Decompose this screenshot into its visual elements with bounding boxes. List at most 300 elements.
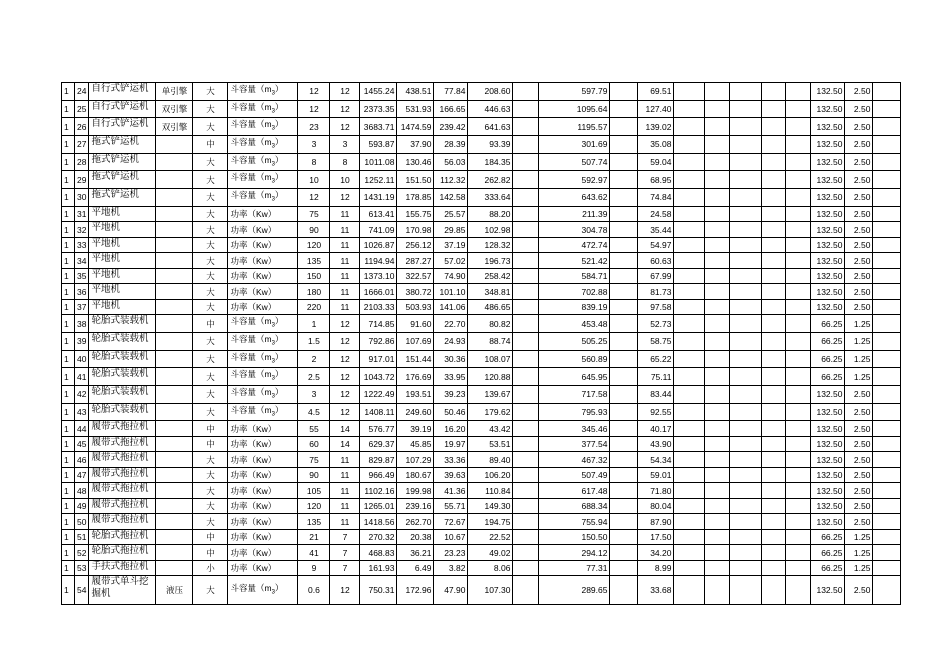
cell-c3: 208.60 <box>468 83 513 101</box>
cell-c12 <box>786 545 811 561</box>
cell-c13: 132.50 <box>811 436 845 452</box>
cell-c8 <box>674 368 705 386</box>
cell-c2: 10.67 <box>434 529 468 545</box>
cell-c14: 2.50 <box>845 514 873 530</box>
cell-c4 <box>513 315 539 333</box>
cell-c12 <box>786 237 811 253</box>
unit-label: 功率（Kw） <box>230 516 277 527</box>
cell-c13: 132.50 <box>811 483 845 499</box>
cell-idx: 44 <box>75 421 89 437</box>
cell-c5: 584.71 <box>539 268 610 284</box>
cell-unit <box>228 483 298 499</box>
cell-c8 <box>674 498 705 514</box>
cell-c1: 193.51 <box>397 386 434 404</box>
cell-c15 <box>873 350 901 368</box>
cell-c4 <box>513 268 539 284</box>
cell-c1: 20.38 <box>397 529 434 545</box>
cell-c2: 77.84 <box>434 83 468 101</box>
cell-unit <box>228 284 298 300</box>
cell-total: 1043.72 <box>360 368 397 386</box>
cell-idx: 24 <box>75 83 89 101</box>
cell-c8 <box>674 171 705 189</box>
cell-c5: 453.48 <box>539 315 610 333</box>
cell-c4 <box>513 206 539 222</box>
unit-label: 功率（Kw） <box>230 501 277 512</box>
cell-type <box>156 529 193 545</box>
cell-size: 中 <box>193 436 228 452</box>
cell-c5: 507.49 <box>539 467 610 483</box>
cell-no: 1 <box>62 237 75 253</box>
cell-idx: 25 <box>75 100 89 118</box>
cell-unit <box>228 222 298 238</box>
cell-c2: 30.36 <box>434 350 468 368</box>
cell-c8 <box>674 333 705 351</box>
cell-total: 1418.56 <box>360 514 397 530</box>
cell-c5: 795.93 <box>539 403 610 421</box>
cell-c4 <box>513 386 539 404</box>
cell-c3: 196.73 <box>468 253 513 269</box>
unit-close: ） <box>274 583 284 594</box>
cell-c14: 1.25 <box>845 315 873 333</box>
cell-c3: 348.81 <box>468 284 513 300</box>
cell-c2: 112.32 <box>434 171 468 189</box>
cell-total: 1102.16 <box>360 483 397 499</box>
table-row <box>62 403 901 421</box>
cell-type <box>156 560 193 576</box>
unit-label: 斗容量（m <box>230 154 272 165</box>
cell-type <box>156 498 193 514</box>
unit-superscript: 3 <box>271 196 275 203</box>
cell-c8 <box>674 284 705 300</box>
cell-life: 11 <box>330 206 360 222</box>
cell-total: 1455.24 <box>360 83 397 101</box>
cell-c15 <box>873 452 901 468</box>
cell-c13: 132.50 <box>811 136 845 154</box>
cell-c12 <box>786 560 811 576</box>
cell-c11 <box>762 560 786 576</box>
cell-c14: 2.50 <box>845 136 873 154</box>
cell-c4 <box>513 299 539 315</box>
cell-c3: 194.75 <box>468 514 513 530</box>
cell-cap: 0.6 <box>298 576 330 605</box>
cell-c9 <box>705 333 730 351</box>
cell-c8 <box>674 153 705 171</box>
cell-c14: 2.50 <box>845 483 873 499</box>
cell-c13: 132.50 <box>811 421 845 437</box>
cell-unit <box>228 253 298 269</box>
cell-total: 1408.11 <box>360 403 397 421</box>
cell-name: 自行式铲运机 <box>89 83 156 101</box>
cell-c8 <box>674 514 705 530</box>
cell-c1: 37.90 <box>397 136 434 154</box>
cell-c3: 262.82 <box>468 171 513 189</box>
cell-c1: 249.60 <box>397 403 434 421</box>
cell-cap: 10 <box>298 171 330 189</box>
cell-idx: 33 <box>75 237 89 253</box>
cell-name: 平地机 <box>89 222 156 238</box>
cell-cap: 3 <box>298 136 330 154</box>
unit-label: 功率（Kw） <box>230 240 277 251</box>
cell-type <box>156 222 193 238</box>
cell-size: 大 <box>193 333 228 351</box>
cell-c6 <box>610 452 638 468</box>
cell-c5: 1195.57 <box>539 118 610 136</box>
cell-type <box>156 403 193 421</box>
cell-cap: 55 <box>298 421 330 437</box>
cell-c8 <box>674 403 705 421</box>
cell-total: 468.83 <box>360 545 397 561</box>
unit-label: 斗容量（m <box>230 404 272 415</box>
cell-type <box>156 514 193 530</box>
cell-c12 <box>786 452 811 468</box>
cell-no: 1 <box>62 153 75 171</box>
table-row <box>62 545 901 561</box>
unit-label: 功率（Kw） <box>230 547 277 558</box>
cell-c13: 132.50 <box>811 83 845 101</box>
cell-c3: 333.64 <box>468 189 513 207</box>
cell-c9 <box>705 100 730 118</box>
cell-c15 <box>873 368 901 386</box>
cell-name: 自行式铲运机 <box>89 100 156 118</box>
table-row <box>62 299 901 315</box>
cell-size: 大 <box>193 483 228 499</box>
cell-c12 <box>786 498 811 514</box>
cell-c4 <box>513 189 539 207</box>
cell-unit <box>228 576 298 605</box>
cell-no: 1 <box>62 483 75 499</box>
cell-size: 大 <box>193 253 228 269</box>
cell-no: 1 <box>62 171 75 189</box>
cell-c10 <box>730 576 762 605</box>
cell-name: 轮胎式装载机 <box>89 333 156 351</box>
cell-c12 <box>786 171 811 189</box>
cell-idx: 39 <box>75 333 89 351</box>
cell-name: 轮胎式装载机 <box>89 315 156 333</box>
cell-c10 <box>730 171 762 189</box>
cell-c2: 142.58 <box>434 189 468 207</box>
cell-c6 <box>610 576 638 605</box>
cell-c13: 132.50 <box>811 253 845 269</box>
unit-superscript: 3 <box>271 340 275 347</box>
cell-type <box>156 333 193 351</box>
cell-c15 <box>873 299 901 315</box>
cell-c1: 151.44 <box>397 350 434 368</box>
cell-c11 <box>762 421 786 437</box>
cell-c10 <box>730 452 762 468</box>
cell-c14: 2.50 <box>845 421 873 437</box>
cell-c6 <box>610 560 638 576</box>
cell-no: 1 <box>62 333 75 351</box>
cell-idx: 53 <box>75 560 89 576</box>
cell-c5: 839.19 <box>539 299 610 315</box>
unit-label: 斗容量（m <box>230 119 272 130</box>
cell-idx: 28 <box>75 153 89 171</box>
cell-total: 576.77 <box>360 421 397 437</box>
cell-c4 <box>513 452 539 468</box>
cell-c12 <box>786 284 811 300</box>
cell-c5: 643.62 <box>539 189 610 207</box>
cell-c2: 22.70 <box>434 315 468 333</box>
cell-cap: 135 <box>298 514 330 530</box>
unit-label: 斗容量（m <box>230 316 272 327</box>
cell-c4 <box>513 368 539 386</box>
cell-c3: 88.20 <box>468 206 513 222</box>
cell-total: 792.86 <box>360 333 397 351</box>
cell-no: 1 <box>62 560 75 576</box>
cell-type <box>156 136 193 154</box>
cell-c13: 132.50 <box>811 189 845 207</box>
cell-name: 平地机 <box>89 284 156 300</box>
cell-c11 <box>762 206 786 222</box>
cell-c15 <box>873 529 901 545</box>
cell-c4 <box>513 421 539 437</box>
cell-c7: 139.02 <box>638 118 674 136</box>
cell-c14: 2.50 <box>845 189 873 207</box>
cell-c8 <box>674 100 705 118</box>
cell-c14: 2.50 <box>845 576 873 605</box>
unit-superscript: 3 <box>271 393 275 400</box>
cell-life: 8 <box>330 153 360 171</box>
unit-close: ） <box>274 154 284 165</box>
table-row <box>62 83 901 101</box>
cell-c3: 88.74 <box>468 333 513 351</box>
unit-superscript: 3 <box>271 90 275 97</box>
cell-c11 <box>762 436 786 452</box>
cell-c12 <box>786 153 811 171</box>
cell-c10 <box>730 253 762 269</box>
cell-c11 <box>762 514 786 530</box>
cell-c11 <box>762 253 786 269</box>
cell-total: 629.37 <box>360 436 397 452</box>
cell-unit <box>228 83 298 101</box>
cell-c15 <box>873 189 901 207</box>
cell-name: 轮胎式装载机 <box>89 403 156 421</box>
cell-c9 <box>705 253 730 269</box>
cell-c13: 66.25 <box>811 545 845 561</box>
cell-c5: 304.78 <box>539 222 610 238</box>
cell-c9 <box>705 421 730 437</box>
cell-total: 917.01 <box>360 350 397 368</box>
cell-c9 <box>705 560 730 576</box>
cell-c15 <box>873 136 901 154</box>
cell-total: 2103.33 <box>360 299 397 315</box>
cell-c12 <box>786 206 811 222</box>
cell-c15 <box>873 171 901 189</box>
unit-label: 斗容量（m <box>230 84 272 94</box>
table-row <box>62 529 901 545</box>
cell-c11 <box>762 576 786 605</box>
cell-cap: 8 <box>298 153 330 171</box>
cell-unit <box>228 299 298 315</box>
cell-c11 <box>762 136 786 154</box>
cell-c5: 467.32 <box>539 452 610 468</box>
cell-total: 741.09 <box>360 222 397 238</box>
cell-c15 <box>873 576 901 605</box>
cell-size: 大 <box>193 350 228 368</box>
cell-c4 <box>513 253 539 269</box>
cell-c15 <box>873 386 901 404</box>
unit-label: 功率（Kw） <box>230 563 277 574</box>
cell-c1: 172.96 <box>397 576 434 605</box>
cell-c14: 1.25 <box>845 529 873 545</box>
cell-name: 轮胎式装载机 <box>89 350 156 368</box>
cell-c5: 505.25 <box>539 333 610 351</box>
cell-c9 <box>705 299 730 315</box>
unit-label: 功率（Kw） <box>230 209 277 220</box>
unit-label: 斗容量（m <box>230 334 272 344</box>
cell-c1: 531.93 <box>397 100 434 118</box>
cell-c7: 83.44 <box>638 386 674 404</box>
cell-unit <box>228 545 298 561</box>
cell-cap: 60 <box>298 436 330 452</box>
cell-cap: 90 <box>298 222 330 238</box>
cell-cap: 23 <box>298 118 330 136</box>
cell-unit <box>228 206 298 222</box>
cell-c9 <box>705 436 730 452</box>
cell-c15 <box>873 421 901 437</box>
cell-idx: 49 <box>75 498 89 514</box>
cell-c14: 2.50 <box>845 436 873 452</box>
cell-size: 中 <box>193 136 228 154</box>
cell-life: 11 <box>330 514 360 530</box>
cell-c14: 2.50 <box>845 253 873 269</box>
cell-c9 <box>705 315 730 333</box>
cell-c2: 19.97 <box>434 436 468 452</box>
table-row <box>62 100 901 118</box>
cell-no: 1 <box>62 136 75 154</box>
cell-c11 <box>762 100 786 118</box>
cell-c9 <box>705 284 730 300</box>
cell-c6 <box>610 350 638 368</box>
cell-life: 12 <box>330 368 360 386</box>
unit-close: ） <box>274 190 284 201</box>
cell-c10 <box>730 545 762 561</box>
cell-c7: 54.97 <box>638 237 674 253</box>
cell-unit <box>228 452 298 468</box>
cell-c7: 60.63 <box>638 253 674 269</box>
unit-superscript: 3 <box>271 126 275 133</box>
cell-c1: 503.93 <box>397 299 434 315</box>
cell-c6 <box>610 153 638 171</box>
cell-no: 1 <box>62 368 75 386</box>
cell-c6 <box>610 386 638 404</box>
cell-c3: 128.32 <box>468 237 513 253</box>
cell-c1: 438.51 <box>397 83 434 101</box>
cell-type <box>156 299 193 315</box>
cell-no: 1 <box>62 222 75 238</box>
cell-life: 12 <box>330 576 360 605</box>
cell-cap: 120 <box>298 498 330 514</box>
cell-c12 <box>786 350 811 368</box>
cell-c1: 176.69 <box>397 368 434 386</box>
cell-c7: 34.20 <box>638 545 674 561</box>
cell-c6 <box>610 83 638 101</box>
table-row <box>62 560 901 576</box>
cell-no: 1 <box>62 576 75 605</box>
cell-c4 <box>513 514 539 530</box>
cell-c8 <box>674 136 705 154</box>
cell-c6 <box>610 118 638 136</box>
cell-c5: 717.58 <box>539 386 610 404</box>
cell-c4 <box>513 560 539 576</box>
cell-c15 <box>873 253 901 269</box>
cell-c4 <box>513 350 539 368</box>
cell-c10 <box>730 421 762 437</box>
cell-c10 <box>730 467 762 483</box>
cell-type <box>156 386 193 404</box>
cell-unit <box>228 153 298 171</box>
cell-c12 <box>786 368 811 386</box>
cell-c1: 155.75 <box>397 206 434 222</box>
cell-c8 <box>674 545 705 561</box>
cell-c1: 151.50 <box>397 171 434 189</box>
cell-c7: 75.11 <box>638 368 674 386</box>
cell-c10 <box>730 206 762 222</box>
cell-c6 <box>610 514 638 530</box>
cell-c4 <box>513 576 539 605</box>
cell-size: 中 <box>193 315 228 333</box>
cell-c5: 755.94 <box>539 514 610 530</box>
cell-c14: 1.25 <box>845 350 873 368</box>
cell-c12 <box>786 576 811 605</box>
cell-idx: 32 <box>75 222 89 238</box>
cell-c9 <box>705 350 730 368</box>
cell-size: 小 <box>193 560 228 576</box>
table-row <box>62 368 901 386</box>
cell-c7: 127.40 <box>638 100 674 118</box>
unit-superscript: 3 <box>271 323 275 329</box>
cell-c7: 43.90 <box>638 436 674 452</box>
cell-unit <box>228 560 298 576</box>
cell-c2: 55.71 <box>434 498 468 514</box>
cell-unit <box>228 100 298 118</box>
cell-cap: 150 <box>298 268 330 284</box>
cell-c10 <box>730 386 762 404</box>
cell-c10 <box>730 350 762 368</box>
cell-no: 1 <box>62 206 75 222</box>
cell-type <box>156 284 193 300</box>
cell-c10 <box>730 436 762 452</box>
cell-c7: 97.58 <box>638 299 674 315</box>
cell-total: 714.85 <box>360 315 397 333</box>
cell-c7: 33.68 <box>638 576 674 605</box>
cell-c14: 2.50 <box>845 452 873 468</box>
table-row <box>62 118 901 136</box>
cell-no: 1 <box>62 386 75 404</box>
cell-type: 双引擎 <box>156 100 193 118</box>
cell-c4 <box>513 222 539 238</box>
cell-unit <box>228 467 298 483</box>
cell-no: 1 <box>62 545 75 561</box>
cell-idx: 31 <box>75 206 89 222</box>
cell-no: 1 <box>62 529 75 545</box>
cell-c15 <box>873 483 901 499</box>
unit-label: 功率（Kw） <box>230 439 277 450</box>
cell-c10 <box>730 83 762 101</box>
cell-total: 1194.94 <box>360 253 397 269</box>
unit-superscript: 3 <box>271 143 275 150</box>
cell-c6 <box>610 421 638 437</box>
cell-c12 <box>786 514 811 530</box>
cell-c1: 239.16 <box>397 498 434 514</box>
cell-c14: 1.25 <box>845 368 873 386</box>
cell-size: 大 <box>193 222 228 238</box>
cell-c9 <box>705 467 730 483</box>
cell-c11 <box>762 118 786 136</box>
cell-c13: 132.50 <box>811 100 845 118</box>
cell-c8 <box>674 576 705 605</box>
cell-c13: 132.50 <box>811 153 845 171</box>
